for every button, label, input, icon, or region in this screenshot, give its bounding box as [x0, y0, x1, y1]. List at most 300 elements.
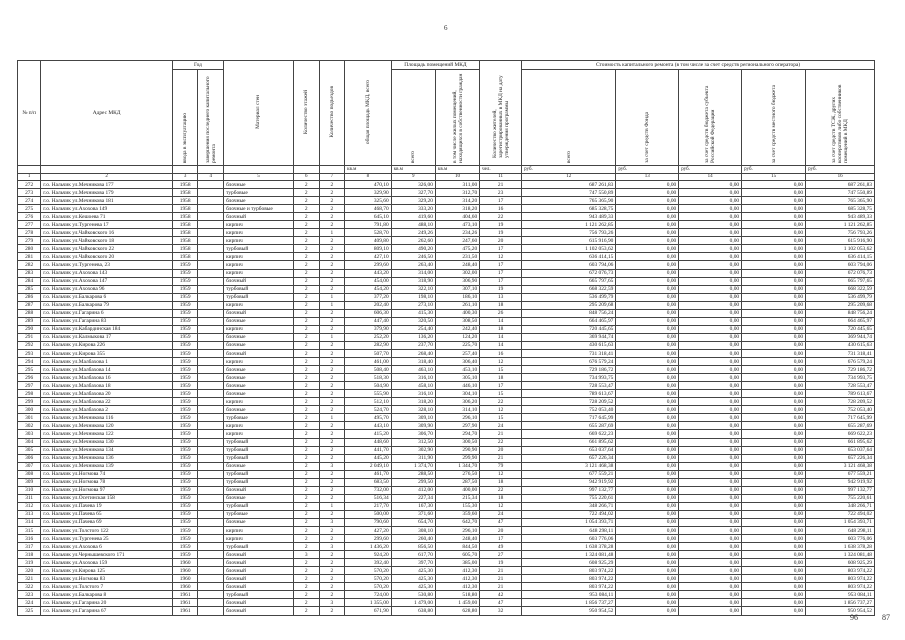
table-cell: 1958	[172, 229, 198, 237]
unit-cell: руб.	[742, 166, 806, 174]
table-cell: 0,00	[679, 277, 742, 285]
table-cell: 1 355,00	[345, 599, 392, 607]
table-cell: 0,00	[616, 237, 679, 245]
table-cell: 0,00	[616, 293, 679, 301]
table-cell: 309	[18, 478, 41, 486]
table-cell	[198, 470, 224, 478]
table-cell: г.о. Нальчик ул.Чайковского 22	[41, 245, 173, 253]
table-cell: 724,00	[345, 591, 392, 599]
table-cell: 0,00	[742, 607, 806, 615]
table-cell: 392,40	[345, 559, 392, 567]
table-cell: 2	[319, 430, 345, 438]
table-cell: 2	[319, 349, 345, 357]
table-cell: 0,00	[679, 189, 742, 197]
table-cell: 0,00	[679, 494, 742, 502]
table-cell: 2	[319, 446, 345, 454]
table-row	[18, 358, 875, 366]
table-cell: 2	[293, 237, 319, 245]
table-cell: 2	[319, 535, 345, 543]
table-cell: 318,90	[391, 277, 435, 285]
table-cell: 2	[319, 189, 345, 197]
table-cell: 288	[18, 309, 41, 317]
table-cell: 661 895,62	[522, 438, 616, 446]
column-number-cell: 14	[679, 174, 742, 181]
table-cell: 18	[480, 325, 522, 333]
table-cell: 687 261,83	[806, 181, 875, 189]
table-cell: г.о. Нальчик ул.Ногмова 74	[41, 470, 173, 478]
header-wall-material: Материал стен	[224, 61, 294, 166]
table-cell: 443,10	[345, 422, 392, 430]
table-cell: 0,00	[679, 575, 742, 583]
table-cell: 603 794,06	[806, 261, 875, 269]
table-cell: 789 613,67	[522, 390, 616, 398]
table-cell: г.о. Нальчик ул.Чайковского 16	[41, 229, 173, 237]
table-cell: 379,90	[345, 325, 392, 333]
table-cell: 608 925,29	[522, 559, 616, 567]
table-cell: г.о. Нальчик ул.Ахохова 147	[41, 277, 173, 285]
table-cell: 306	[18, 454, 41, 462]
table-cell: 1959	[172, 349, 198, 357]
table-cell: 2	[293, 221, 319, 229]
header-residents: Количество жителей, зарегистрированных в МКД на дату утверждения программы	[480, 61, 522, 166]
table-cell: 0,00	[679, 285, 742, 293]
table-cell: 0,00	[679, 551, 742, 559]
table-row	[18, 205, 875, 213]
table-cell: 1960	[172, 575, 198, 583]
table-cell: 2	[319, 197, 345, 205]
table-cell: кирпич	[224, 325, 294, 333]
table-cell: 0,00	[679, 229, 742, 237]
table-cell: 0,00	[742, 527, 806, 535]
table-cell: 14	[480, 317, 522, 325]
table-cell: 2	[319, 261, 345, 269]
table-cell: 1959	[172, 486, 198, 494]
table-cell: 1959	[172, 543, 198, 551]
table-cell: 3	[319, 543, 345, 551]
table-cell: 1960	[172, 567, 198, 575]
table-cell: 412,30	[435, 583, 479, 591]
table-cell: 2	[293, 406, 319, 414]
table-cell: 1959	[172, 510, 198, 518]
table-cell: блочные	[224, 181, 294, 189]
table-cell: блочный	[224, 559, 294, 567]
table-cell: 747 550,89	[522, 189, 616, 197]
table-cell: 371,60	[391, 510, 435, 518]
table-cell: 324	[18, 599, 41, 607]
table-cell: 369 944,74	[806, 333, 875, 341]
table-cell: 321	[18, 575, 41, 583]
table-cell: 2	[319, 470, 345, 478]
table-cell: 312	[18, 502, 41, 510]
table-cell: 275	[18, 205, 41, 213]
table-cell: 642,70	[435, 518, 479, 526]
table-cell: 490,20	[391, 245, 435, 253]
table-cell: 299,60	[345, 261, 392, 269]
table-cell: 1959	[172, 285, 198, 293]
table-cell: 0,00	[616, 269, 679, 277]
table-cell: 720 445,65	[522, 325, 616, 333]
table-cell: 1959	[172, 382, 198, 390]
table-cell: 728 553,47	[806, 382, 875, 390]
table-row	[18, 551, 875, 559]
table-cell: 2 049,10	[345, 462, 392, 470]
table-cell: 287,50	[435, 478, 479, 486]
table-cell: 2	[319, 438, 345, 446]
table-cell: 0,00	[742, 591, 806, 599]
header-total-area: общая площадь МКД, всего	[345, 61, 392, 166]
table-cell: 326,00	[391, 181, 435, 189]
table-cell: 664 465,97	[806, 317, 875, 325]
table-cell: 685 328,75	[806, 205, 875, 213]
table-cell: 312,70	[435, 189, 479, 197]
table-cell: 0,00	[616, 583, 679, 591]
unit-cell	[41, 166, 173, 174]
table-cell: 2	[293, 567, 319, 575]
table-cell: 1 344,70	[435, 462, 479, 470]
table-cell: 293	[18, 349, 41, 357]
unit-cell: кв.м	[345, 166, 392, 174]
table-row	[18, 583, 875, 591]
table-cell: 516,34	[345, 494, 392, 502]
table-cell: 669 622,23	[806, 430, 875, 438]
table-cell: 648 298,11	[522, 527, 616, 535]
table-cell: 648 298,11	[806, 527, 875, 535]
table-cell: 473,10	[435, 221, 479, 229]
table-cell: 0,00	[616, 301, 679, 309]
table-cell: 636 414,15	[522, 253, 616, 261]
table-row	[18, 454, 875, 462]
table-cell: 298	[18, 390, 41, 398]
table-cell: 12	[480, 253, 522, 261]
table-cell: 17	[480, 269, 522, 277]
table-cell: 615 916,90	[522, 237, 616, 245]
table-cell: 0,00	[742, 575, 806, 583]
table-cell: 570,20	[345, 583, 392, 591]
table-cell: 1959	[172, 478, 198, 486]
table-cell: г.о. Нальчик ул.Мечникова 116	[41, 414, 173, 422]
table-cell: 329,20	[391, 197, 435, 205]
table-cell: 676 579,24	[806, 358, 875, 366]
table-cell: 0,00	[616, 575, 679, 583]
table-cell: 430 615,63	[806, 341, 875, 349]
table-cell: 803 974,22	[522, 575, 616, 583]
table-cell: 313	[18, 510, 41, 518]
table-cell: 0,00	[742, 325, 806, 333]
table-cell: 657 226,34	[522, 454, 616, 462]
table-cell: 1 459,00	[435, 599, 479, 607]
table-cell: 2	[293, 510, 319, 518]
table-cell: 0,00	[742, 245, 806, 253]
table-cell	[198, 422, 224, 430]
table-cell: 397,70	[391, 559, 435, 567]
table-cell: кирпич	[224, 221, 294, 229]
table-cell: г.о. Нальчик ул.Пачева 65	[41, 510, 173, 518]
table-cell: 278	[18, 229, 41, 237]
table-cell: 18	[480, 494, 522, 502]
table-cell: 454,20	[345, 285, 392, 293]
table-cell: 668 322,59	[806, 285, 875, 293]
table-cell: 615 916,90	[806, 237, 875, 245]
table-cell: 20	[480, 237, 522, 245]
table-cell: блочные	[224, 366, 294, 374]
table-cell: блочный	[224, 349, 294, 357]
table-cell: 1 054 393,71	[522, 518, 616, 526]
table-cell: 0,00	[679, 527, 742, 535]
table-cell: 0,00	[616, 285, 679, 293]
table-cell: г.о. Нальчик ул.Пачева 19	[41, 502, 173, 510]
table-cell: 315	[18, 527, 41, 535]
table-cell: блочный	[224, 575, 294, 583]
units-row	[18, 166, 875, 174]
table-cell: 47	[480, 599, 522, 607]
table-cell: кирпич	[224, 398, 294, 406]
table-cell: 0,00	[742, 349, 806, 357]
table-cell: 302,00	[435, 269, 479, 277]
table-cell	[198, 591, 224, 599]
table-cell: 15	[480, 366, 522, 374]
table-row	[18, 607, 875, 615]
table-cell: 0,00	[742, 446, 806, 454]
table-cell: 1959	[172, 366, 198, 374]
table-cell: 669 622,23	[522, 430, 616, 438]
table-cell: 1 374,70	[391, 462, 435, 470]
table-cell: 0,00	[742, 221, 806, 229]
table-cell: 0,00	[742, 309, 806, 317]
table-cell: 756 793,26	[522, 229, 616, 237]
table-cell: 0,00	[679, 438, 742, 446]
table-cell: 664 465,97	[522, 317, 616, 325]
table-cell: 0,00	[679, 333, 742, 341]
table-cell: 2	[293, 478, 319, 486]
table-cell: 2	[319, 285, 345, 293]
table-cell	[198, 358, 224, 366]
table-cell: 0,00	[742, 301, 806, 309]
table-cell: 2	[319, 237, 345, 245]
table-cell: 314,00	[391, 269, 435, 277]
table-cell: 803 974,22	[522, 567, 616, 575]
table-cell: 318,20	[391, 398, 435, 406]
table-cell: 0,00	[742, 213, 806, 221]
table-cell: г.о. Нальчик ул.Тургенева 17	[41, 221, 173, 229]
table-cell: 323	[18, 591, 41, 599]
table-cell: 297,90	[435, 422, 479, 430]
table-cell: 1 436,20	[345, 543, 392, 551]
table-cell: 755 220,61	[522, 494, 616, 502]
table-cell: 2	[319, 253, 345, 261]
table-row	[18, 221, 875, 229]
table-cell: г.о. Нальчик ул.Малбахова 2	[41, 406, 173, 414]
table-cell: 0,00	[616, 333, 679, 341]
table-cell: 262,60	[391, 237, 435, 245]
table-cell: 2	[319, 325, 345, 333]
table-row	[18, 197, 875, 205]
table-cell: 555,90	[345, 390, 392, 398]
table-cell: 1959	[172, 527, 198, 535]
table-row	[18, 478, 875, 486]
table-cell: 0,00	[742, 237, 806, 245]
table-cell: 722 494,02	[806, 510, 875, 518]
table-cell: 0,00	[679, 518, 742, 526]
table-cell: 603 794,06	[522, 261, 616, 269]
table-cell: 789 613,67	[806, 390, 875, 398]
table-cell: 17	[480, 197, 522, 205]
table-cell: 0,00	[616, 358, 679, 366]
table-cell: 0,00	[679, 454, 742, 462]
table-cell: г.о. Нальчик ул.Тургенева, 23	[41, 261, 173, 269]
table-cell: 0,00	[616, 221, 679, 229]
table-cell: 248,40	[435, 535, 479, 543]
table-cell	[198, 454, 224, 462]
table-cell: 290	[18, 325, 41, 333]
table-cell: 0,00	[679, 366, 742, 374]
table-cell: 295	[18, 366, 41, 374]
table-cell: 0,00	[742, 583, 806, 591]
table-cell: 322,10	[391, 285, 435, 293]
column-number-cell: 11	[480, 174, 522, 181]
table-cell: 2	[293, 543, 319, 551]
table-cell: 0,00	[742, 358, 806, 366]
table-cell: 0,00	[679, 422, 742, 430]
table-cell: 518,30	[345, 374, 392, 382]
table-cell	[198, 317, 224, 325]
table-cell: 0,00	[679, 583, 742, 591]
table-cell: г.о. Нальчик ул.Ахохова 159	[41, 559, 173, 567]
table-cell: 1 102 053,62	[806, 245, 875, 253]
table-cell: г.о. Нальчик ул.Чайковского 20	[41, 253, 173, 261]
table-cell: 1 054 393,71	[806, 518, 875, 526]
table-cell	[198, 237, 224, 245]
table-cell: 0,00	[742, 422, 806, 430]
table-cell: 1959	[172, 406, 198, 414]
table-cell: 310	[18, 486, 41, 494]
table-cell: 0,00	[679, 253, 742, 261]
table-cell: 307	[18, 462, 41, 470]
table-cell: кирпич	[224, 261, 294, 269]
table-cell: 0,00	[616, 349, 679, 357]
table-cell: блочный	[224, 486, 294, 494]
table-cell: 0,00	[679, 269, 742, 277]
table-cell: 1 121 262,85	[806, 221, 875, 229]
table-cell: 1961	[172, 591, 198, 599]
table-cell: 0,00	[616, 535, 679, 543]
table-cell: 0,00	[679, 559, 742, 567]
table-cell: 0,00	[742, 551, 806, 559]
table-row	[18, 406, 875, 414]
table-cell: 2	[293, 349, 319, 357]
table-cell: 2	[293, 277, 319, 285]
table-body	[18, 166, 875, 616]
table-cell: 0,00	[742, 390, 806, 398]
table-cell: г.о. Нальчик ул.Ахохова 143	[41, 269, 173, 277]
table-cell: 0,00	[616, 486, 679, 494]
table-cell: турбовые	[224, 189, 294, 197]
table-cell: 252,20	[345, 333, 392, 341]
table-cell: г.о. Нальчик ул.Чернышевского 171	[41, 551, 173, 559]
table-cell	[198, 406, 224, 414]
table-cell: 1959	[172, 470, 198, 478]
table-cell: 227,34	[391, 494, 435, 502]
table-cell: 318,40	[391, 358, 435, 366]
table-cell: 0,00	[679, 261, 742, 269]
table-cell: г.о. Нальчик ул.Ногмова 97	[41, 486, 173, 494]
table-row	[18, 494, 875, 502]
table-cell: кирпич	[224, 430, 294, 438]
table-cell: 2	[293, 189, 319, 197]
table-cell: блочные	[224, 374, 294, 382]
table-cell: 1960	[172, 583, 198, 591]
table-cell: 0,00	[616, 325, 679, 333]
table-cell: 0,00	[742, 317, 806, 325]
table-cell: 22	[480, 486, 522, 494]
table-cell: 2	[319, 527, 345, 535]
column-number-cell: 2	[41, 174, 173, 181]
table-cell: 0,00	[616, 317, 679, 325]
column-number-cell: 7	[319, 174, 345, 181]
page-mark-bottom-right: 87	[882, 613, 890, 622]
table-cell: 257,40	[435, 349, 479, 357]
table-cell: 2	[319, 559, 345, 567]
table-cell: 2	[293, 494, 319, 502]
unit-cell	[224, 166, 294, 174]
table-row	[18, 502, 875, 510]
table-cell: блочные	[224, 390, 294, 398]
table-cell: 752 053,40	[522, 406, 616, 414]
table-cell: 1 638 378,28	[522, 543, 616, 551]
table-cell: 3	[319, 599, 345, 607]
table-cell: 1 324 081,48	[522, 551, 616, 559]
header-address: Адрес МКД	[41, 61, 173, 166]
table-cell: 2	[319, 494, 345, 502]
unit-cell: руб.	[522, 166, 616, 174]
table-cell: 0,00	[616, 438, 679, 446]
table-cell: 3	[319, 462, 345, 470]
table-cell: блочные	[224, 494, 294, 502]
table-cell: 443,20	[345, 269, 392, 277]
table-cell: 2	[293, 422, 319, 430]
table-cell: 186,10	[435, 293, 479, 301]
table-cell: 1 479,00	[391, 599, 435, 607]
table-cell: г.о. Нальчик ул.Малбахова 18	[41, 382, 173, 390]
table-cell: 42	[480, 591, 522, 599]
table-cell: 3	[319, 518, 345, 526]
table-cell: 311,00	[435, 181, 479, 189]
table-row	[18, 301, 875, 309]
table-cell: 2	[293, 583, 319, 591]
table-cell: 0,00	[616, 430, 679, 438]
table-cell: 327,70	[391, 189, 435, 197]
table-row	[18, 567, 875, 575]
table-cell: г.о. Нальчик ул.Ногмова 78	[41, 478, 173, 486]
table-cell: 1959	[172, 358, 198, 366]
table-cell: 0,00	[616, 309, 679, 317]
table-cell: 997 132,77	[522, 486, 616, 494]
table-cell: 304,10	[435, 390, 479, 398]
table-cell: 942 919,92	[522, 478, 616, 486]
table-cell: 273,10	[391, 301, 435, 309]
table-cell	[198, 502, 224, 510]
table-cell: турбовые	[224, 414, 294, 422]
table-cell: г.о. Нальчик ул.Калмыкова 17	[41, 333, 173, 341]
table-cell: г.о. Нальчик ул.Ахохова 149	[41, 205, 173, 213]
table-cell: 2	[319, 245, 345, 253]
table-cell: 291	[18, 333, 41, 341]
table-cell: 672 076,73	[806, 269, 875, 277]
table-cell: 2	[293, 398, 319, 406]
table-cell: 2	[293, 245, 319, 253]
table-cell: 536 499,79	[806, 293, 875, 301]
table-row	[18, 422, 875, 430]
table-cell: 22	[480, 398, 522, 406]
